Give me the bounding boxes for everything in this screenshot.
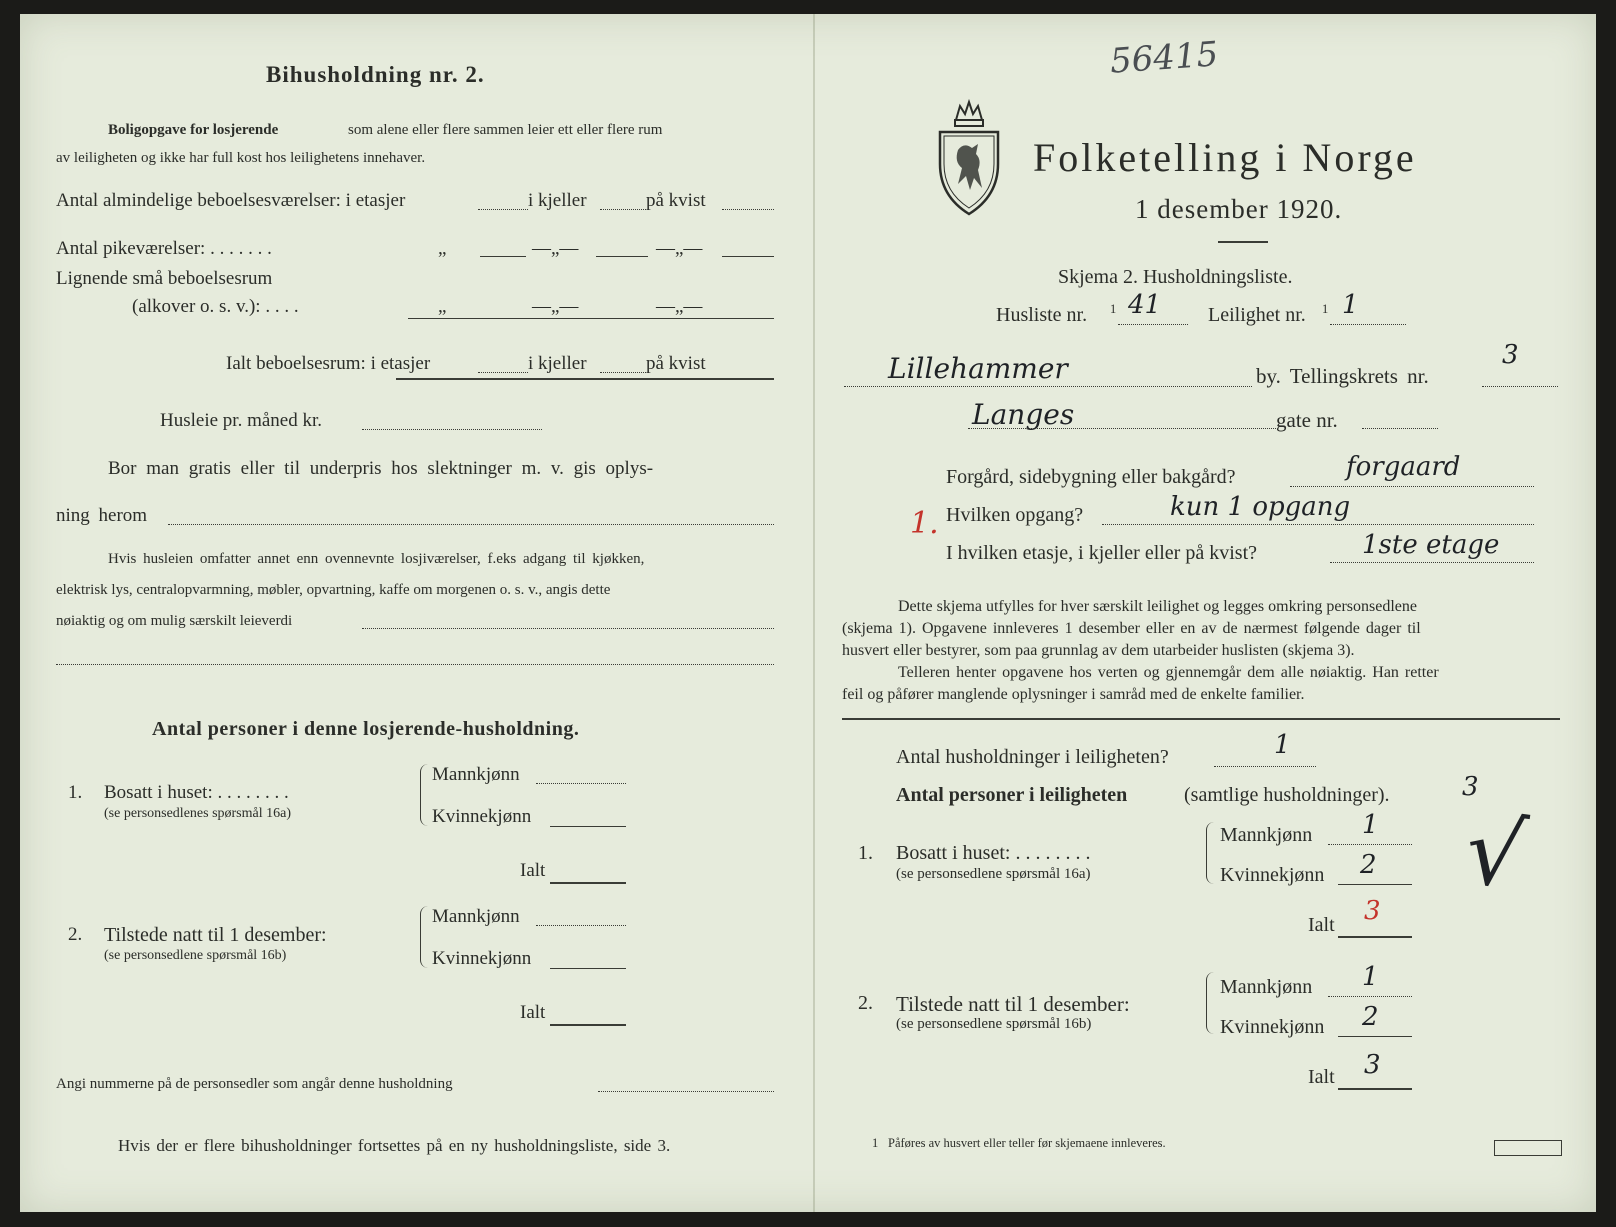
forgard-label: Forgård, sidebygning eller bakgård? [946,466,1236,488]
ditto-dash: —„— [656,296,703,317]
printer-stamp [1494,1140,1562,1156]
left-footer: Hvis der er flere bihusholdninger fortsettes på en ny husholdningsliste, side 3. [118,1136,671,1155]
brace [420,906,429,968]
intro-rest: som alene eller flere sammen leier ett eller flere rum [348,122,663,138]
bor-line1: Bor man gratis eller til underpris hos slektninger m. v. gis oplys- [108,458,654,479]
lignende-label: Lignende små beboelsesrum [56,268,273,289]
r-q2-mann-label: Mannkjønn [1220,976,1313,998]
brace [420,764,429,826]
info-line4: Telleren henter opgavene hos verten og gjennemgår dem alle nøiaktig. Han retter [898,664,1439,681]
rooms-kvist: på kvist [646,190,706,211]
forgard-value: forgaard [1346,452,1461,482]
r-q2-ialt-label: Ialt [1308,1066,1335,1088]
hvis-line3: nøiaktig og om mulig særskilt leieverdi [56,613,293,629]
krets-value: 3 [1502,340,1519,370]
r-q2-kvinne-label: Kvinnekjønn [1220,1016,1325,1038]
brace [1206,972,1215,1034]
info-line2: (skjema 1). Opgavene innleveres 1 desember eller en av de nærmest følgende dager til [842,620,1421,637]
husholdninger-value: 1 [1274,730,1291,760]
census-date: 1 desember 1920. [1135,194,1343,224]
ialt-rooms-label: Ialt beboelsesrum: i etasjer [226,353,431,374]
footnote-sup: 1 [1110,302,1117,316]
info-line5: feil og påfører manglende oplysninger i samråd med de enkelte familier. [842,686,1305,703]
rooms-kjeller: i kjeller [528,190,587,211]
r-q2-ref: (se personsedlene spørsmål 16b) [896,1016,1092,1032]
personer-value: 3 [1462,772,1479,802]
intro-bold: Boligopgave for losjerende [108,122,279,138]
ditto-mark: „ [438,238,447,259]
q1-kvinne-label: Kvinnekjønn [432,806,532,827]
husliste-label: Husliste nr. [996,304,1088,326]
ditto-dash: —„— [532,296,579,317]
city-value: Lillehammer [888,352,1068,385]
right-title: Folketelling i Norge [1033,135,1417,180]
etasje-value: 1ste etage [1362,530,1500,560]
r-q1-mann-label: Mannkjønn [1220,824,1313,846]
hvis-line1: Hvis husleien omfatter annet enn ovennevnte losjiværelser, f.eks adgang til kjøkken, [108,551,645,567]
q1-number: 1. [68,782,83,803]
left-title: Bihusholdning nr. 2. [266,62,485,87]
husleie-label: Husleie pr. måned kr. [160,410,322,431]
angi-label: Angi nummerne på de personsedler som angår denne husholdning [56,1076,453,1092]
opgang-value: kun 1 opgang [1170,492,1351,522]
skjema-label: Skjema 2. Husholdningsliste. [1058,266,1293,288]
husholdninger-label: Antal husholdninger i leiligheten? [896,746,1169,768]
r-q1-label: Bosatt i huset: . . . . . . . . [896,842,1091,864]
r-q1-ref: (se personsedlene spørsmål 16a) [896,866,1091,882]
r-q1-ialt-label: Ialt [1308,914,1335,936]
r-q2-ialt-value: 3 [1364,1050,1381,1080]
info-line1: Dette skjema utfylles for hver særskilt leilighet og legges omkring personsedlene [898,598,1417,615]
personer-label-bold: Antal personer i leiligheten [896,784,1128,806]
street-value: Langes [972,398,1075,431]
leilighet-value: 1 [1342,290,1359,320]
r-q1-kvinne-value: 2 [1360,850,1377,880]
personer-label-rest: (samtlige husholdninger). [1184,784,1390,806]
q2-ialt-label: Ialt [520,1002,546,1023]
footnote-sup: 1 [1322,302,1329,316]
r-q2-label: Tilstede natt til 1 desember: [896,992,1130,1016]
norwegian-coat-of-arms-icon [934,98,1004,218]
r-q2-mann-value: 1 [1362,962,1379,992]
brace [1206,822,1215,884]
r-q1-ialt-value: 3 [1364,896,1381,926]
red-margin-mark: 1. [910,506,939,541]
info-line3: husvert eller bestyrer, som paa grunnlag av dem utarbeider huslisten (skjema 3). [842,642,1355,659]
q2-kvinne-label: Kvinnekjønn [432,948,532,969]
page-fold [813,14,815,1212]
opgang-label: Hvilken opgang? [946,504,1084,526]
archive-number: 56415 [1108,34,1220,82]
persons-heading: Antal personer i denne losjerende-husholdning. [152,718,580,740]
q1-ref: (se personsedlenes spørsmål 16a) [104,806,292,821]
ditto-dash: —„— [532,238,579,259]
r-q1-mann-value: 1 [1362,810,1379,840]
r-q2-number: 2. [858,992,873,1014]
ditto-dash: —„— [656,238,703,259]
q2-mann-label: Mannkjønn [432,906,520,927]
ditto-mark: „ [438,296,447,317]
q2-label: Tilstede natt til 1 desember: [104,924,327,946]
tellingskrets-label: by. Tellingskrets nr. [1256,364,1429,388]
alkover-label: (alkover o. s. v.): . . . . [132,296,299,317]
leilighet-label: Leilighet nr. [1208,304,1306,326]
pike-label: Antal pikeværelser: . . . . . . . [56,238,272,259]
bor-line2: ning herom [56,505,148,526]
r-q1-number: 1. [858,842,873,864]
ialt-kjeller: i kjeller [528,353,587,374]
ialt-kvist: på kvist [646,353,706,374]
q1-mann-label: Mannkjønn [432,764,520,785]
q2-number: 2. [68,924,83,945]
etasje-label: I hvilken etasje, i kjeller eller på kvist? [946,542,1257,564]
footnote-text: Påføres av husvert eller teller før skjemaene innleveres. [888,1136,1166,1150]
rooms-label: Antal almindelige beboelsesværelser: i etasjer [56,190,406,211]
q2-ref: (se personsedlene spørsmål 16b) [104,948,287,963]
intro-line2: av leiligheten og ikke har full kost hos leilighetens innehaver. [56,150,426,166]
gate-label: gate nr. [1276,408,1338,432]
r-q1-kvinne-label: Kvinnekjønn [1220,864,1325,886]
r-q2-kvinne-value: 2 [1362,1002,1379,1032]
check-mark: √ [1458,796,1532,911]
q1-label: Bosatt i huset: . . . . . . . . [104,782,289,803]
hvis-line2: elektrisk lys, centralopvarmning, møbler, opvartning, kaffe om morgenen o. s. v., angis dette [56,582,611,598]
q1-ialt-label: Ialt [520,860,546,881]
husliste-value: 41 [1128,290,1162,320]
footnote-number: 1 [872,1136,879,1150]
